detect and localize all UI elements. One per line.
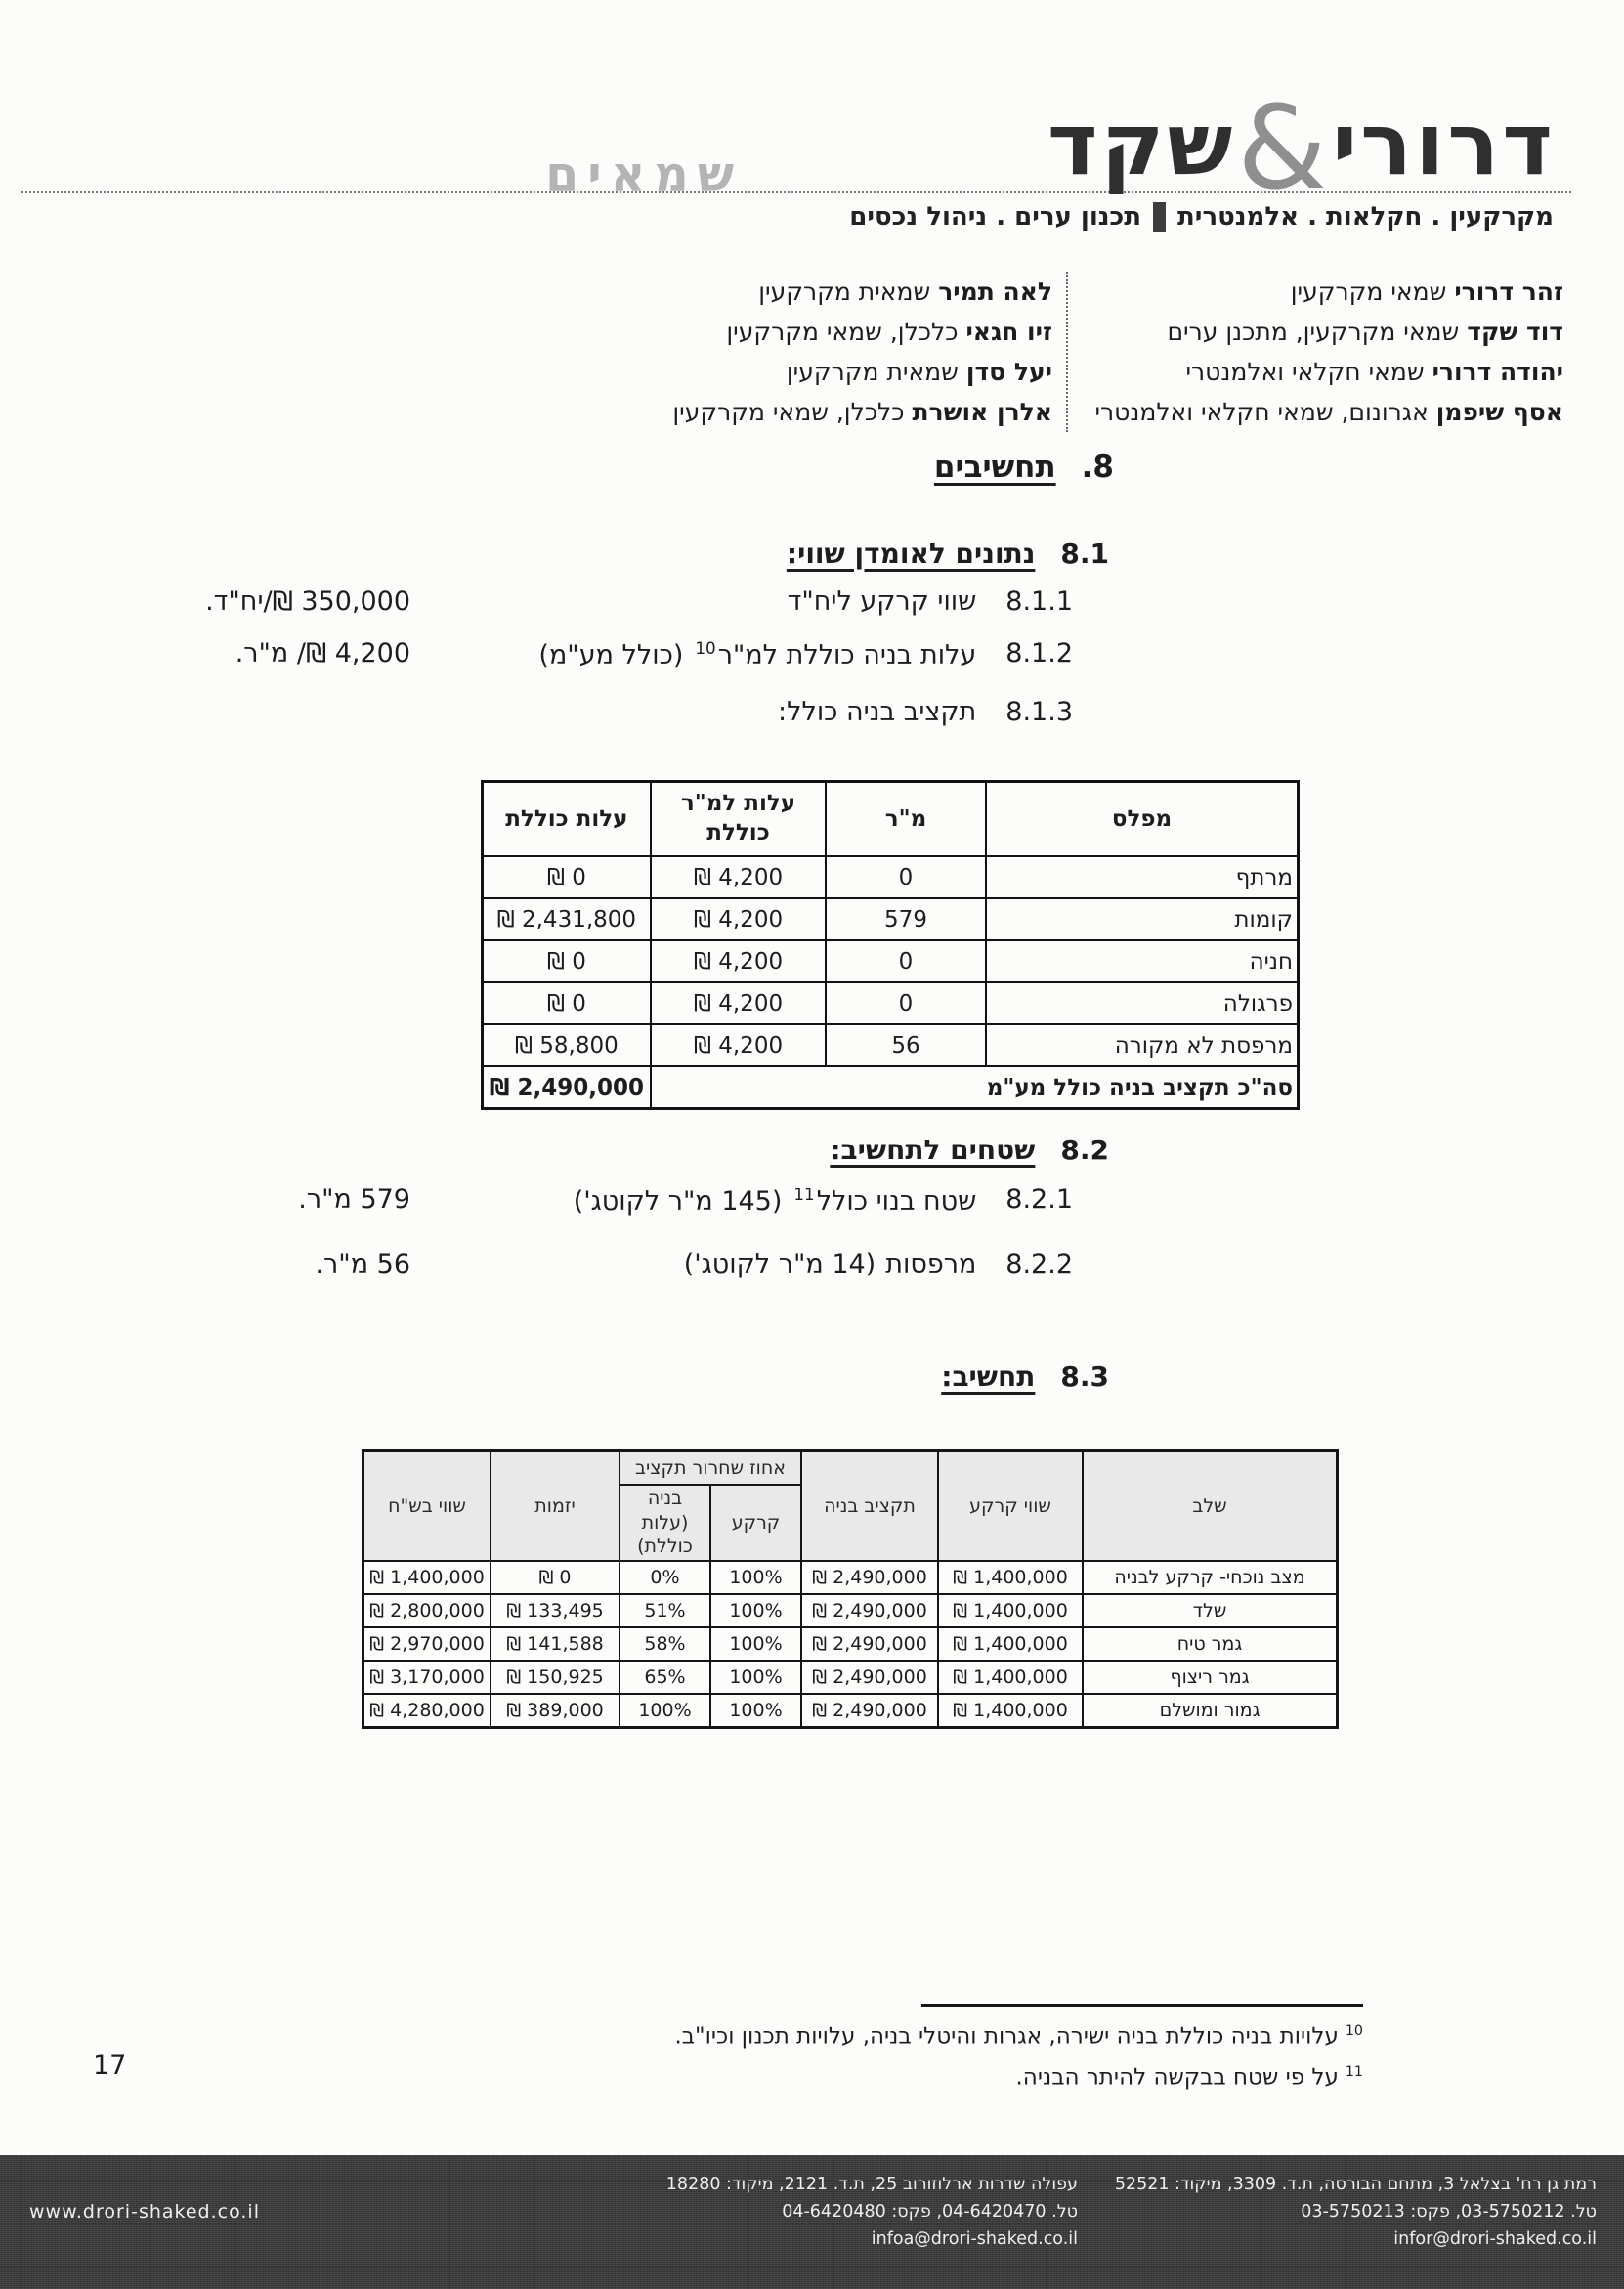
item-number: 8.2.2: [1005, 1249, 1073, 1279]
item-value: 56 מ"ר.: [315, 1249, 410, 1279]
header-release-building: [620, 1485, 710, 1561]
staff-title: שמאית מקרקעין: [758, 278, 931, 306]
logo-name-drori: דרורי: [1332, 94, 1556, 194]
cell-release-land: 100%: [710, 1694, 801, 1728]
footer-phone: טל. 03-5750212, פקס: 03-5750213: [1301, 2202, 1597, 2222]
footer-phone: טל. 04-6420470, פקס: 04-6420480: [782, 2202, 1078, 2222]
logo-ampersand: &: [1237, 80, 1331, 215]
header-total-cost: עלות כוללת: [482, 782, 651, 857]
footnotes: [259, 2013, 1363, 2095]
cell-entrepreneurship: ₪ 141,588: [491, 1627, 620, 1661]
item-label-text: שווי קרקע ליח"ד: [787, 586, 977, 617]
item-label-paren: (14 מ"ר לקוטג'): [683, 1249, 876, 1279]
header-stage: שלב: [1083, 1451, 1338, 1562]
item-label: [538, 638, 976, 670]
section-title: נתונים לאומדן שווי:: [786, 538, 1036, 570]
cell-value-nis: ₪ 3,170,000: [363, 1661, 491, 1694]
section-8-heading: [934, 450, 1114, 485]
footnote-11: [259, 2054, 1363, 2095]
cell-land-value: ₪ 1,400,000: [938, 1661, 1083, 1694]
header-building-budget: תקציב בניה: [801, 1451, 938, 1562]
table-row: [363, 1661, 1338, 1694]
cell-sqm: 56: [826, 1024, 986, 1066]
staff-member: [672, 392, 1052, 432]
cell-cost: ₪ 4,200: [651, 1024, 826, 1066]
cell-entrepreneurship: ₪ 150,925: [491, 1661, 620, 1694]
item-8-1-1: [205, 586, 1073, 617]
section-number: 8.2: [1060, 1134, 1109, 1166]
header-sqm: מ"ר: [826, 782, 986, 857]
staff-title: אגרונום, שמאי חקלאי ואלמנטרי: [1094, 398, 1429, 426]
table-header-row: [482, 782, 1298, 857]
section-title: תחשיב:: [941, 1360, 1036, 1393]
footnote-10: [259, 2013, 1363, 2054]
cell-release-land: 100%: [710, 1627, 801, 1661]
item-label: [684, 1249, 977, 1279]
table-row: [482, 898, 1298, 940]
item-label-text: תקציב בניה כולל:: [778, 697, 977, 727]
staff-member: [672, 312, 1052, 352]
item-label: [788, 586, 977, 617]
item-label: [778, 697, 976, 727]
cell-entrepreneurship: ₪ 389,000: [491, 1694, 620, 1728]
section-8-3-heading: [941, 1360, 1109, 1393]
section-number: 8.: [1081, 450, 1114, 485]
item-8-2-2: [258, 1249, 1073, 1279]
item-value: 350,000 ₪/יח"ד.: [205, 586, 410, 617]
table-row: [482, 982, 1298, 1024]
staff-member: [1094, 272, 1563, 312]
header-entrepreneurship: יזמות: [491, 1451, 620, 1562]
item-8-1-3: [258, 697, 1073, 727]
item-8-2-1: [258, 1185, 1073, 1217]
cell-value-nis: ₪ 2,800,000: [363, 1594, 491, 1627]
cell-budget: ₪ 2,490,000: [801, 1661, 938, 1694]
staff-name: זיו חגאי: [965, 318, 1052, 346]
footnote-text: עלויות בניה כוללת בניה ישירה, אגרות והיטלי בניה, עלויות תכנון וכיו"ב.: [674, 2023, 1339, 2050]
tagline-left: תכנון ערים . ניהול נכסים: [849, 202, 1142, 232]
cell-budget: ₪ 2,490,000: [801, 1561, 938, 1594]
item-label-text: מרפסות: [885, 1249, 977, 1279]
staff-name: אסף שיפמן: [1435, 398, 1563, 426]
footnote-ref-10: 10: [695, 638, 716, 658]
footnote-text: על פי שטח בבקשה להיתר הבניה.: [1015, 2064, 1339, 2091]
cell-stage: גמר ריצוף: [1083, 1661, 1338, 1694]
cell-sqm: 0: [826, 940, 986, 982]
footnotes-divider: [921, 2004, 1363, 2007]
cell-cost: ₪ 4,200: [651, 856, 826, 898]
cell-value-nis: ₪ 2,970,000: [363, 1627, 491, 1661]
cell-release-building: 65%: [620, 1661, 710, 1694]
staff-name: אלרן אושרת: [912, 398, 1052, 426]
staff-name: יהודה דרורי: [1432, 358, 1563, 386]
section-8-1-heading: [787, 538, 1109, 570]
footer-address: רמת גן רח' בצלאל 3, מתחם הבורסה, ת.ד. 3309, מיקוד: 52521: [1114, 2175, 1597, 2194]
header-release-percent-group: אחוז שחרור תקציב: [620, 1451, 801, 1486]
cell-stage: גמר טיח: [1083, 1627, 1338, 1661]
item-label-text: עלות בניה כוללת למ"ר: [717, 640, 977, 670]
header-cost-per-sqm: [651, 782, 826, 857]
cell-sqm: 0: [826, 982, 986, 1024]
cell-land-value: ₪ 1,400,000: [938, 1627, 1083, 1661]
section-number: 8.3: [1060, 1360, 1109, 1393]
cell-release-building: 58%: [620, 1627, 710, 1661]
cell-level: קומות: [986, 898, 1299, 940]
header-value-nis: שווי בש"ח: [363, 1451, 491, 1562]
item-number: 8.1.2: [1005, 638, 1073, 669]
header-level: מפלס: [986, 782, 1299, 857]
staff-title: שמאי מקרקעין: [1290, 278, 1447, 306]
footnote-ref-11: 11: [793, 1185, 815, 1204]
item-value: 4,200 ₪/ מ"ר.: [235, 638, 410, 669]
staff-title: שמאית מקרקעין: [786, 358, 959, 386]
staff-member: [1094, 392, 1563, 432]
item-head: [778, 697, 1073, 727]
section-title: שטחים לתחשיב:: [830, 1134, 1036, 1166]
item-value: 579 מ"ר.: [298, 1185, 410, 1215]
section-8-2-heading: [830, 1134, 1109, 1166]
cell-level: מרפסת לא מקורה: [986, 1024, 1299, 1066]
cell-stage: מצב נוכחי- קרקע לבניה: [1083, 1561, 1338, 1594]
page-footer: [0, 2155, 1624, 2289]
building-budget-table: [481, 780, 1300, 1110]
cell-sqm: 0: [826, 856, 986, 898]
cell-stage: גמור ומושלם: [1083, 1694, 1338, 1728]
item-number: 8.2.1: [1005, 1185, 1073, 1215]
staff-title: שמאי מקרקעין, מתכנן ערים: [1167, 318, 1460, 346]
staff-name: יעל סדן: [965, 358, 1052, 386]
header-release-land: קרקע: [710, 1485, 801, 1561]
stage-calculation-table: [362, 1449, 1339, 1729]
staff-member: [1094, 352, 1563, 392]
item-head: [684, 1249, 1073, 1279]
cell-land-value: ₪ 1,400,000: [938, 1561, 1083, 1594]
item-head: [574, 1185, 1073, 1217]
tagline-separator-block: [1153, 202, 1166, 232]
cell-land-value: ₪ 1,400,000: [938, 1694, 1083, 1728]
cell-entrepreneurship: ₪ 0: [491, 1561, 620, 1594]
total-value: ₪ 2,490,000: [482, 1066, 651, 1109]
cell-stage: שלד: [1083, 1594, 1338, 1627]
total-label: סה"כ תקציב בניה כולל מע"מ: [651, 1066, 1299, 1109]
cell-total: ₪ 0: [482, 856, 651, 898]
footer-ramat-gan-office: [1103, 2171, 1597, 2253]
item-number: 8.1.1: [1005, 586, 1073, 617]
staff-member: [672, 272, 1052, 312]
item-head: [788, 586, 1073, 617]
cell-level: פרגולה: [986, 982, 1299, 1024]
item-label: [574, 1185, 977, 1217]
table-header-row: [363, 1451, 1338, 1486]
tagline-right: מקרקעין . חקלאות . אלמנטרית: [1177, 202, 1554, 232]
cell-release-building: 51%: [620, 1594, 710, 1627]
cell-release-land: 100%: [710, 1661, 801, 1694]
cell-total: ₪ 58,800: [482, 1024, 651, 1066]
cell-cost: ₪ 4,200: [651, 898, 826, 940]
staff-name: זהר דרורי: [1454, 278, 1563, 306]
staff-title: שמאי חקלאי ואלמנטרי: [1185, 358, 1425, 386]
header-land-value: שווי קרקע: [938, 1451, 1083, 1562]
cell-sqm: 579: [826, 898, 986, 940]
staff-title: כלכלן, שמאי מקרקעין: [726, 318, 959, 346]
section-number: 8.1: [1060, 538, 1109, 570]
cell-release-land: 100%: [710, 1561, 801, 1594]
table-row: [363, 1694, 1338, 1728]
item-number: 8.1.3: [1005, 697, 1073, 727]
table-row: [363, 1594, 1338, 1627]
logo-shamaim-word: שמאים: [545, 147, 743, 202]
cell-budget: ₪ 2,490,000: [801, 1694, 938, 1728]
cell-release-building: 0%: [620, 1561, 710, 1594]
staff-member: [1094, 312, 1563, 352]
table-row: [363, 1627, 1338, 1661]
table-row: [482, 856, 1298, 898]
footer-email: infor@drori-shaked.co.il: [1393, 2229, 1597, 2249]
footer-website: www.drori-shaked.co.il: [29, 2201, 260, 2223]
header-release-building-line2: כוללת): [637, 1535, 693, 1558]
page-number: 17: [93, 2051, 127, 2081]
cell-entrepreneurship: ₪ 133,495: [491, 1594, 620, 1627]
cell-total: ₪ 0: [482, 940, 651, 982]
section-title: תחשיבים: [933, 450, 1056, 485]
cell-level: מרתף: [986, 856, 1299, 898]
cell-release-land: 100%: [710, 1594, 801, 1627]
staff-title: כלכלן, שמאי מקרקעין: [672, 398, 905, 426]
item-head: [538, 638, 1073, 670]
logo-tagline: [849, 202, 1554, 232]
item-label-paren: (145 מ"ר לקוטג'): [573, 1187, 783, 1217]
table-total-row: [482, 1066, 1298, 1109]
staff-name: דוד שקד: [1467, 318, 1563, 346]
cell-budget: ₪ 2,490,000: [801, 1594, 938, 1627]
header-cost-line1: עלות למ"ר: [680, 791, 796, 817]
table-row: [482, 1024, 1298, 1066]
header-release-building-line1: בניה (עלות: [641, 1488, 689, 1533]
logo-wordmark: [1047, 80, 1556, 215]
footer-address: עפולה שדרות ארלוזורוב 25, ת.ד. 2121, מיקוד: 18280: [665, 2175, 1078, 2194]
footnote-number: 10: [1345, 2023, 1363, 2039]
table-row: [363, 1561, 1338, 1594]
cell-cost: ₪ 4,200: [651, 940, 826, 982]
cell-total: ₪ 0: [482, 982, 651, 1024]
footnote-number: 11: [1345, 2063, 1363, 2080]
item-label-text: שטח בנוי כולל: [816, 1187, 977, 1217]
footer-content: [0, 2155, 1624, 2253]
cell-level: חניה: [986, 940, 1299, 982]
staff-name: לאה תמיר: [938, 278, 1052, 306]
staff-left-column: [672, 272, 1068, 432]
item-8-1-2: [235, 638, 1073, 670]
logo-name-shaked: שקד: [1047, 94, 1236, 194]
header-cost-line2: כוללת: [706, 820, 770, 845]
table-row: [482, 940, 1298, 982]
footer-email: infoa@drori-shaked.co.il: [871, 2229, 1078, 2249]
cell-budget: ₪ 2,490,000: [801, 1627, 938, 1661]
cell-cost: ₪ 4,200: [651, 982, 826, 1024]
footer-afula-office: [619, 2171, 1078, 2253]
cell-release-building: 100%: [620, 1694, 710, 1728]
staff-right-column: [1094, 272, 1563, 432]
cell-total: ₪ 2,431,800: [482, 898, 651, 940]
staff-member: [672, 352, 1052, 392]
cell-value-nis: ₪ 4,280,000: [363, 1694, 491, 1728]
cell-land-value: ₪ 1,400,000: [938, 1594, 1083, 1627]
cell-value-nis: ₪ 1,400,000: [363, 1561, 491, 1594]
item-label-paren: (כולל מע"מ): [538, 640, 684, 670]
